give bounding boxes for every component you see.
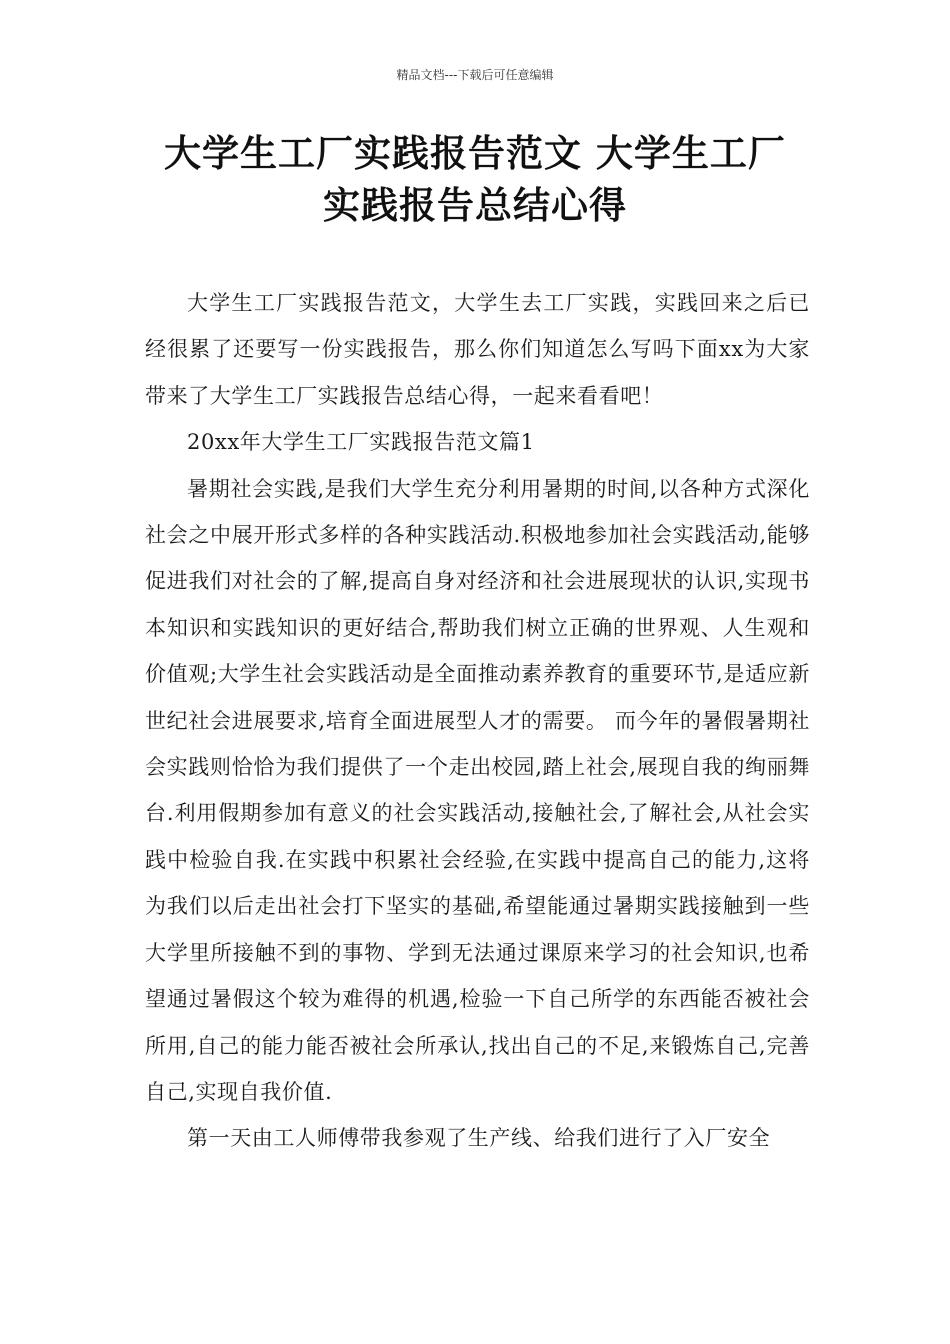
title-line-2: 实践报告总结心得 [323,184,627,227]
body-paragraph: 暑期社会实践,是我们大学生充分利用暑期的时间,以各种方式深化社会之中展开形式多样的各种实践活动.积极地参加社会实践活动,能够促进我们对社会的了解,提高自身对经济和社会进展现状的认识,实现书本知识和实践知识的更好结合,帮助我们树立正确的世界观、人生观和价值观;大学生社会实践活动是全面推动素养教育的重要环节,是适应新世纪社会进展要求,培育全面进展型人才的需要。 而今年的暑假暑期社会实践则恰恰为我们提供了一个走出校园,踏上社会,展现自我的绚丽舞台.利用假期参加有意义的社会实践活动,接触社会,了解社会,从社会实践中检验自我.在实践中积累社会经验,在实践中提高自己的能力,这将为我们以后走出社会打下坚实的基础,希望能通过暑期实践接触到一些大学里所接触不到的事物、学到无法通过课原来学习的社会知识,也希望通过暑假这个较为难得的机遇,检验一下自己所学的东西能否被社会所用,自己的能力能否被社会所承认,找出自己的不足,来锻炼自己,完善自己,实现自我价值. [145,476,810,1104]
body-paragraph: 第一天由工人师傅带我参观了生产线、给我们进行了入厂安全 [187,1126,771,1151]
document-body [145,280,810,1162]
document-title [120,128,830,232]
title-line-1: 大学生工厂实践报告范文 大学生工厂 [164,132,786,175]
header-note: 精品文档---下载后可任意编辑 [396,68,554,82]
section-heading: 20xx年大学生工厂实践报告范文篇1 [187,430,535,455]
intro-paragraph: 大学生工厂实践报告范文，大学生去工厂实践，实践回来之后已经很累了还要写一份实践报告，那么你们知道怎么写吗下面xx为大家带来了大学生工厂实践报告总结心得，一起来看看吧！ [145,291,810,408]
